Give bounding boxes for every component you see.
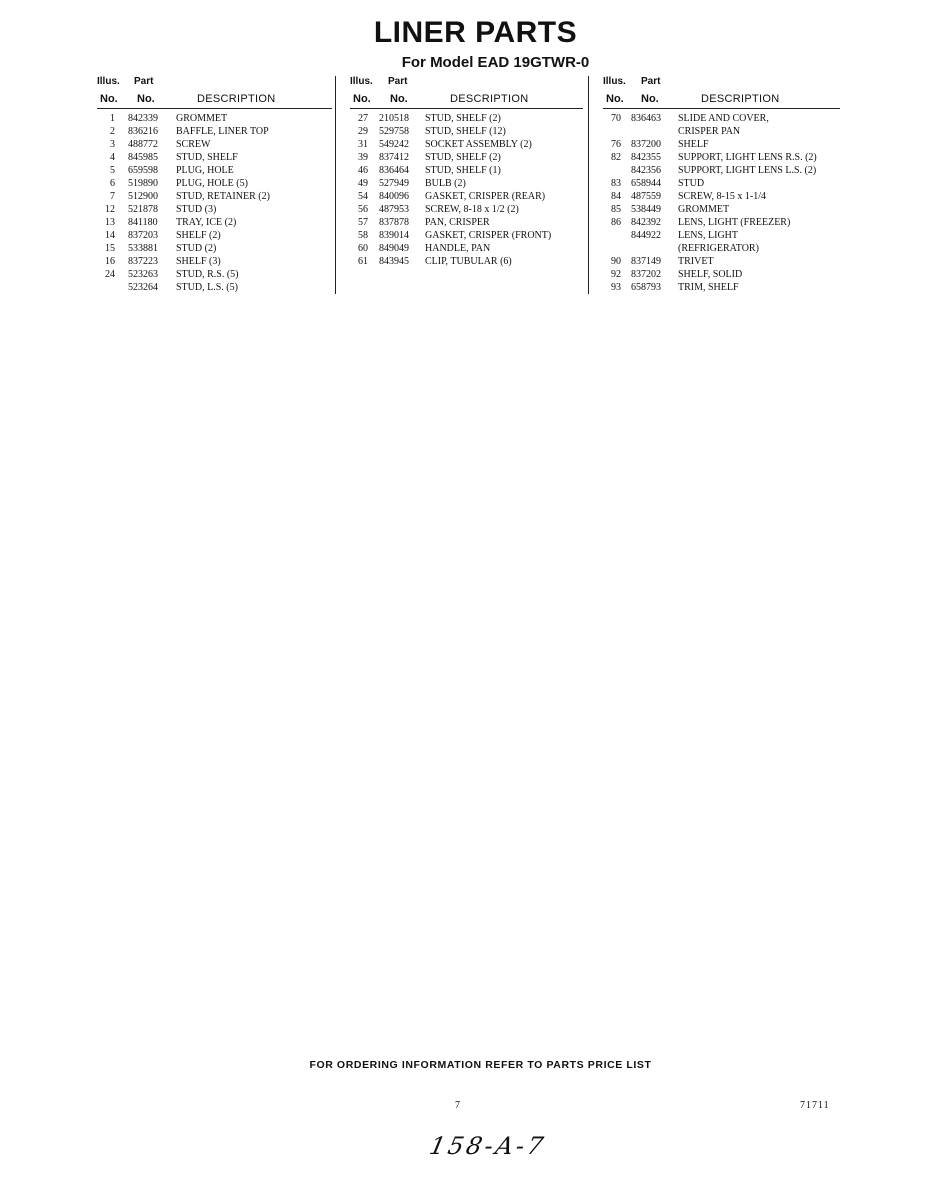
illus-header-label: Illus. bbox=[97, 76, 120, 87]
illus-no-header: No. bbox=[353, 93, 371, 105]
table-row bbox=[603, 229, 840, 242]
part-no-header: No. bbox=[390, 93, 408, 105]
table-row bbox=[97, 138, 332, 151]
table-row bbox=[603, 190, 840, 203]
illus-number: 60 bbox=[358, 243, 368, 254]
illus-number: 46 bbox=[358, 165, 368, 176]
part-description: HANDLE, PAN bbox=[425, 243, 491, 254]
parts-list bbox=[97, 112, 332, 294]
part-number: 840096 bbox=[379, 191, 409, 202]
part-number: 521878 bbox=[128, 204, 158, 215]
part-description: GASKET, CRISPER (FRONT) bbox=[425, 230, 552, 241]
illus-no-header: No. bbox=[100, 93, 118, 105]
part-description: SCREW bbox=[176, 139, 211, 150]
part-description: GROMMET bbox=[678, 204, 730, 215]
part-description: STUD (2) bbox=[176, 243, 217, 254]
part-description: SHELF, SOLID bbox=[678, 269, 743, 280]
table-row bbox=[350, 229, 583, 242]
illus-number: 1 bbox=[110, 113, 115, 124]
part-description: BAFFLE, LINER TOP bbox=[176, 126, 269, 137]
illus-header-label: Illus. bbox=[603, 76, 626, 87]
illus-number: 92 bbox=[611, 269, 621, 280]
part-description: CRISPER PAN bbox=[678, 126, 741, 137]
parts-list bbox=[350, 112, 583, 268]
part-description: SCREW, 8-18 x 1/2 (2) bbox=[425, 204, 519, 215]
illus-number: 15 bbox=[105, 243, 115, 254]
illus-number: 16 bbox=[105, 256, 115, 267]
part-description: STUD, R.S. (5) bbox=[176, 269, 239, 280]
part-number: 538449 bbox=[631, 204, 661, 215]
table-row bbox=[97, 190, 332, 203]
part-description: SLIDE AND COVER, bbox=[678, 113, 769, 124]
part-number: 849049 bbox=[379, 243, 409, 254]
table-row bbox=[350, 203, 583, 216]
illus-number: 84 bbox=[611, 191, 621, 202]
illus-number: 70 bbox=[611, 113, 621, 124]
illus-number: 54 bbox=[358, 191, 368, 202]
model-subtitle: For Model EAD 19GTWR-0 bbox=[401, 54, 590, 71]
part-number: 842392 bbox=[631, 217, 661, 228]
part-number: 841180 bbox=[128, 217, 158, 228]
table-row bbox=[603, 216, 840, 229]
part-description: STUD, SHELF (2) bbox=[425, 113, 501, 124]
part-number: 844922 bbox=[631, 230, 661, 241]
part-description: STUD, L.S. (5) bbox=[176, 282, 238, 293]
parts-column-1 bbox=[97, 74, 332, 294]
part-number: 488772 bbox=[128, 139, 158, 150]
part-number: 842355 bbox=[631, 152, 661, 163]
table-row bbox=[350, 216, 583, 229]
illus-number: 61 bbox=[358, 256, 368, 267]
column-divider-2 bbox=[588, 76, 589, 294]
handwritten-annotation: 158-A-7 bbox=[427, 1132, 549, 1160]
table-row bbox=[97, 151, 332, 164]
illus-number: 27 bbox=[358, 113, 368, 124]
table-row bbox=[350, 190, 583, 203]
table-row bbox=[350, 138, 583, 151]
part-number: 845985 bbox=[128, 152, 158, 163]
illus-number: 82 bbox=[611, 152, 621, 163]
illus-number: 85 bbox=[611, 204, 621, 215]
part-number: 836216 bbox=[128, 126, 158, 137]
table-row bbox=[603, 281, 840, 294]
table-row bbox=[97, 255, 332, 268]
header-rule bbox=[603, 108, 840, 109]
table-row bbox=[350, 177, 583, 190]
part-number: 519890 bbox=[128, 178, 158, 189]
part-number: 839014 bbox=[379, 230, 409, 241]
part-number: 658793 bbox=[631, 282, 661, 293]
table-row bbox=[350, 242, 583, 255]
part-number: 523264 bbox=[128, 282, 158, 293]
reference-code: 71711 bbox=[800, 1100, 830, 1111]
part-number: 210518 bbox=[379, 113, 409, 124]
part-header-label: Part bbox=[134, 76, 154, 87]
illus-number: 6 bbox=[110, 178, 115, 189]
part-number: 836464 bbox=[379, 165, 409, 176]
part-description: STUD, SHELF (1) bbox=[425, 165, 501, 176]
part-description: GROMMET bbox=[176, 113, 228, 124]
part-description: STUD, SHELF (2) bbox=[425, 152, 501, 163]
illus-number: 7 bbox=[110, 191, 115, 202]
illus-number: 86 bbox=[611, 217, 621, 228]
part-number: 842356 bbox=[631, 165, 661, 176]
part-description: STUD, SHELF (12) bbox=[425, 126, 506, 137]
part-description: PLUG, HOLE bbox=[176, 165, 234, 176]
part-description: SCREW, 8-15 x 1-1/4 bbox=[678, 191, 766, 202]
description-header: DESCRIPTION bbox=[450, 93, 529, 105]
part-number: 837149 bbox=[631, 256, 661, 267]
illus-number: 3 bbox=[110, 139, 115, 150]
table-row bbox=[603, 164, 840, 177]
illus-number: 31 bbox=[358, 139, 368, 150]
part-description: LENS, LIGHT bbox=[678, 230, 738, 241]
description-header: DESCRIPTION bbox=[701, 93, 780, 105]
parts-column-3 bbox=[603, 74, 840, 294]
table-row bbox=[603, 203, 840, 216]
part-number: 837412 bbox=[379, 152, 409, 163]
table-row bbox=[97, 125, 332, 138]
illus-number: 13 bbox=[105, 217, 115, 228]
table-row bbox=[350, 112, 583, 125]
column-header bbox=[603, 74, 840, 108]
part-description: STUD (3) bbox=[176, 204, 217, 215]
table-row bbox=[603, 151, 840, 164]
part-number: 842339 bbox=[128, 113, 158, 124]
table-row bbox=[603, 112, 840, 125]
part-header-label: Part bbox=[641, 76, 661, 87]
part-number: 523263 bbox=[128, 269, 158, 280]
part-description: SHELF (2) bbox=[176, 230, 221, 241]
part-description: SUPPORT, LIGHT LENS L.S. (2) bbox=[678, 165, 817, 176]
part-description: TRIVET bbox=[678, 256, 714, 267]
illus-number: 83 bbox=[611, 178, 621, 189]
page-number: 7 bbox=[455, 1100, 460, 1111]
illus-number: 57 bbox=[358, 217, 368, 228]
part-description: LENS, LIGHT (FREEZER) bbox=[678, 217, 791, 228]
table-row bbox=[603, 138, 840, 151]
part-number: 837200 bbox=[631, 139, 661, 150]
part-description: TRIM, SHELF bbox=[678, 282, 739, 293]
header-rule bbox=[97, 108, 332, 109]
table-row bbox=[97, 268, 332, 281]
illus-no-header: No. bbox=[606, 93, 624, 105]
part-number: 836463 bbox=[631, 113, 661, 124]
illus-number: 29 bbox=[358, 126, 368, 137]
part-number: 659598 bbox=[128, 165, 158, 176]
part-description: (REFRIGERATOR) bbox=[678, 243, 759, 254]
part-description: PAN, CRISPER bbox=[425, 217, 490, 228]
illus-number: 4 bbox=[110, 152, 115, 163]
illus-number: 56 bbox=[358, 204, 368, 215]
illus-number: 93 bbox=[611, 282, 621, 293]
ordering-info-note: FOR ORDERING INFORMATION REFER TO PARTS PRICE LIST bbox=[309, 1059, 652, 1071]
illus-number: 2 bbox=[110, 126, 115, 137]
table-row bbox=[603, 242, 840, 255]
illus-number: 24 bbox=[105, 269, 115, 280]
part-description: SHELF (3) bbox=[176, 256, 221, 267]
table-row bbox=[97, 164, 332, 177]
illus-number: 58 bbox=[358, 230, 368, 241]
header-rule bbox=[350, 108, 583, 109]
table-row bbox=[350, 255, 583, 268]
part-description: BULB (2) bbox=[425, 178, 466, 189]
parts-column-2 bbox=[350, 74, 583, 268]
part-description: PLUG, HOLE (5) bbox=[176, 178, 248, 189]
part-no-header: No. bbox=[641, 93, 659, 105]
page-title: LINER PARTS bbox=[373, 16, 578, 49]
part-description: STUD, SHELF bbox=[176, 152, 238, 163]
part-header-label: Part bbox=[388, 76, 408, 87]
table-row bbox=[97, 112, 332, 125]
table-row bbox=[97, 229, 332, 242]
part-description: STUD, RETAINER (2) bbox=[176, 191, 270, 202]
part-number: 837878 bbox=[379, 217, 409, 228]
illus-number: 12 bbox=[105, 204, 115, 215]
part-number: 512900 bbox=[128, 191, 158, 202]
illus-number: 76 bbox=[611, 139, 621, 150]
table-row bbox=[350, 151, 583, 164]
table-row bbox=[603, 125, 840, 138]
table-row bbox=[350, 164, 583, 177]
illus-header-label: Illus. bbox=[350, 76, 373, 87]
part-no-header: No. bbox=[137, 93, 155, 105]
table-row bbox=[603, 255, 840, 268]
part-description: GASKET, CRISPER (REAR) bbox=[425, 191, 546, 202]
part-number: 529758 bbox=[379, 126, 409, 137]
part-number: 487953 bbox=[379, 204, 409, 215]
part-number: 837223 bbox=[128, 256, 158, 267]
part-number: 527949 bbox=[379, 178, 409, 189]
column-header bbox=[350, 74, 583, 108]
part-description: STUD bbox=[678, 178, 705, 189]
table-row bbox=[97, 242, 332, 255]
part-number: 843945 bbox=[379, 256, 409, 267]
parts-list bbox=[603, 112, 840, 294]
illus-number: 49 bbox=[358, 178, 368, 189]
table-row bbox=[603, 268, 840, 281]
part-description: SUPPORT, LIGHT LENS R.S. (2) bbox=[678, 152, 817, 163]
table-row bbox=[350, 125, 583, 138]
part-description: SOCKET ASSEMBLY (2) bbox=[425, 139, 532, 150]
description-header: DESCRIPTION bbox=[197, 93, 276, 105]
part-description: CLIP, TUBULAR (6) bbox=[425, 256, 512, 267]
table-row bbox=[603, 177, 840, 190]
part-number: 487559 bbox=[631, 191, 661, 202]
part-description: SHELF bbox=[678, 139, 709, 150]
part-number: 837202 bbox=[631, 269, 661, 280]
illus-number: 90 bbox=[611, 256, 621, 267]
column-divider-1 bbox=[335, 76, 336, 294]
table-row bbox=[97, 177, 332, 190]
table-row bbox=[97, 281, 332, 294]
table-row bbox=[97, 203, 332, 216]
part-number: 837203 bbox=[128, 230, 158, 241]
table-row bbox=[97, 216, 332, 229]
illus-number: 14 bbox=[105, 230, 115, 241]
illus-number: 39 bbox=[358, 152, 368, 163]
column-header bbox=[97, 74, 332, 108]
part-number: 533881 bbox=[128, 243, 158, 254]
part-description: TRAY, ICE (2) bbox=[176, 217, 237, 228]
part-number: 658944 bbox=[631, 178, 661, 189]
illus-number: 5 bbox=[110, 165, 115, 176]
part-number: 549242 bbox=[379, 139, 409, 150]
